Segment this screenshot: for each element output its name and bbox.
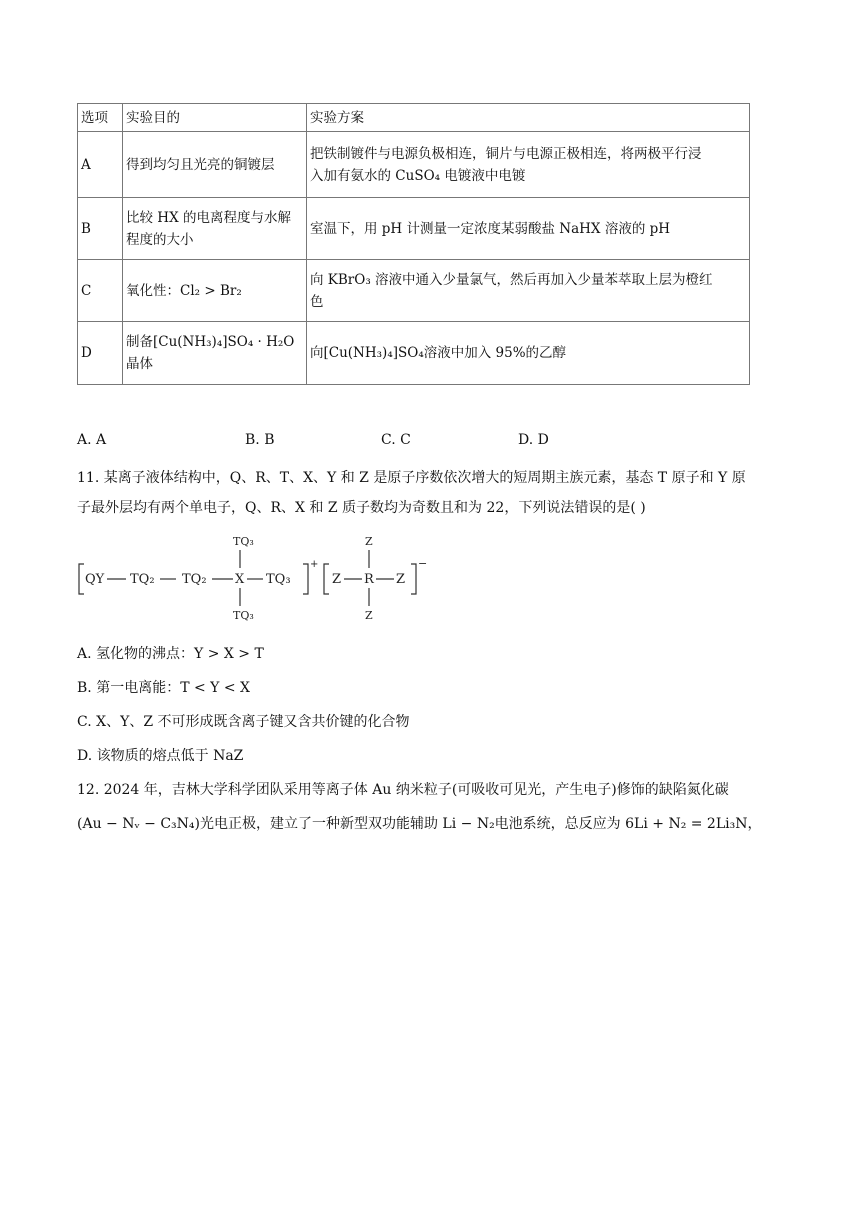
q11-option-c[interactable]: C. X、Y、Z 不可形成既含离子键又含共价键的化合物 bbox=[77, 714, 410, 730]
row-plan: 向[Cu(NH₃)₄]SO₄溶液中加入 95%的乙醇 bbox=[307, 322, 750, 385]
table-row bbox=[78, 198, 750, 260]
cation-charge: + bbox=[310, 559, 319, 570]
anion-z-top: Z bbox=[365, 535, 373, 548]
anion-z-bottom: Z bbox=[365, 609, 373, 622]
cation-x: X bbox=[235, 572, 245, 587]
row-purpose: 氧化性：Cl₂ > Br₂ bbox=[123, 260, 307, 322]
q11-option-b[interactable]: B. 第一电离能：T < Y < X bbox=[77, 680, 250, 696]
row-option: A bbox=[78, 132, 123, 198]
q11-stem-line2: 子最外层均有两个单电子，Q、R、X 和 Z 质子数均为奇数且和为 22，下列说法错误的是( ) bbox=[77, 500, 646, 516]
anion-charge: − bbox=[418, 557, 428, 570]
q11-stem-line1: 11. 某离子液体结构中，Q、R、T、X、Y 和 Z 是原子序数依次增大的短周期主族元素，基态 T 原子和 Y 原 bbox=[77, 470, 746, 486]
header-option: 选项 bbox=[78, 104, 123, 132]
row-option: B bbox=[78, 198, 123, 260]
anion-z-left: Z bbox=[332, 572, 342, 587]
row-plan: 把铁制镀件与电源负极相连，铜片与电源正极相连，将两极平行浸 入加有氨水的 CuSO₄ 电镀液中电镀 bbox=[307, 132, 750, 198]
cation-qy: QY bbox=[85, 572, 105, 587]
anion-r: R bbox=[364, 572, 374, 587]
cation-tq3-top: TQ₃ bbox=[233, 535, 254, 548]
row-purpose: 制备[Cu(NH₃)₄]SO₄ · H₂O 晶体 bbox=[123, 322, 307, 385]
row-option: C bbox=[78, 260, 123, 322]
q12-stem-line1: 12. 2024 年，吉林大学科学团队采用等离子体 Au 纳米粒子(可吸收可见光，产生电子)修饰的缺陷氮化碳 bbox=[77, 782, 729, 798]
q11-option-d[interactable]: D. 该物质的熔点低于 NaZ bbox=[77, 748, 244, 764]
q10-choice-b[interactable]: B. B bbox=[245, 432, 275, 448]
q10-choice-a[interactable]: A. A bbox=[77, 432, 107, 448]
ionic-liquid-structure bbox=[70, 528, 440, 628]
anion-z-right: Z bbox=[396, 572, 406, 587]
cation-tq2-a: TQ₂ bbox=[130, 572, 155, 587]
row-option: D bbox=[78, 322, 123, 385]
table-row bbox=[78, 322, 750, 385]
cation-tq3-bottom: TQ₃ bbox=[233, 609, 254, 622]
row-plan: 向 KBrO₃ 溶液中通入少量氯气，然后再加入少量苯萃取上层为橙红 色 bbox=[307, 260, 750, 322]
q10-choice-d[interactable]: D. D bbox=[518, 432, 549, 448]
table-row bbox=[78, 260, 750, 322]
cation-tq3-right: TQ₃ bbox=[266, 572, 291, 587]
row-purpose: 得到均匀且光亮的铜镀层 bbox=[123, 132, 307, 198]
row-plan: 室温下，用 pH 计测量一定浓度某弱酸盐 NaHX 溶液的 pH bbox=[307, 198, 750, 260]
experiment-table bbox=[77, 103, 750, 385]
q11-option-a[interactable]: A. 氢化物的沸点：Y > X > T bbox=[77, 646, 264, 662]
row-purpose: 比较 HX 的电离程度与水解 程度的大小 bbox=[123, 198, 307, 260]
header-plan: 实验方案 bbox=[307, 104, 750, 132]
q12-stem-line2: (Au − Nᵥ − C₃N₄)光电正极，建立了一种新型双功能辅助 Li − N₂电池系统，总反应为 6Li + N₂ = 2Li₃N， bbox=[77, 816, 762, 832]
header-purpose: 实验目的 bbox=[123, 104, 307, 132]
q10-choice-c[interactable]: C. C bbox=[381, 432, 411, 448]
cation-tq2-b: TQ₂ bbox=[182, 572, 207, 587]
table-row bbox=[78, 132, 750, 198]
